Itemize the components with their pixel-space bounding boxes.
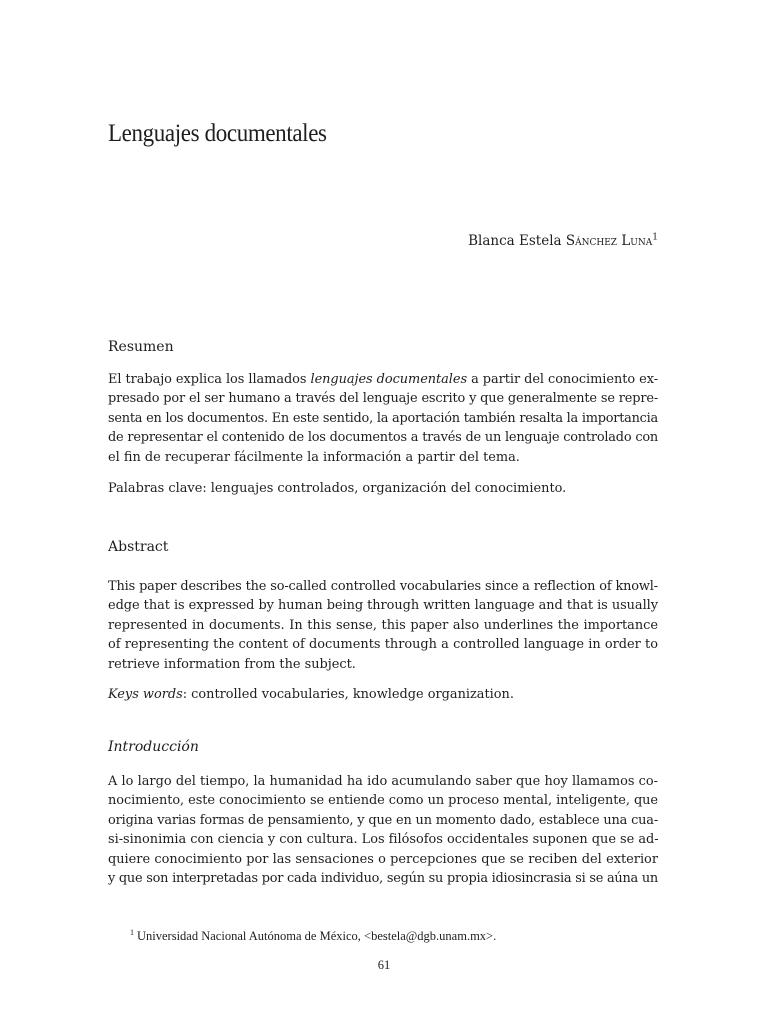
introduccion-paragraph	[108, 772, 658, 888]
intro-line-2: nocimiento, este conocimiento se entiende como un proceso mental, inteligente, que	[108, 793, 658, 809]
keys-words-label: Keys words	[108, 687, 183, 702]
author-surname: Sánchez Luna	[565, 233, 653, 249]
author-line	[468, 232, 658, 250]
abstract-keywords	[108, 685, 514, 704]
intro-line-1: A lo largo del tiempo, la humanidad ha ido acumulando saber que hoy llamamos co-	[108, 774, 658, 789]
footnote-mark: 1	[130, 927, 134, 937]
resumen-keywords	[108, 479, 566, 498]
resumen-line-3: senta en los documentos. En este sentido, la aportación también resalta la importancia	[108, 410, 658, 426]
author-footnote-mark: 1	[652, 232, 658, 243]
article-title: Lenguajes documentales	[108, 120, 327, 147]
resumen-line-5: el fin de recuperar fácilmente la información a partir del tema.	[108, 449, 520, 465]
abstract-line-2: edge that is expressed by human being through written language and that is usually	[108, 598, 658, 614]
resumen-line-4: de representar el contenido de los documentos a través de un lenguaje controlado con	[108, 430, 658, 446]
emphasis-lenguajes-documentales: lenguajes documentales	[310, 372, 468, 387]
abstract-heading: Abstract	[108, 539, 169, 555]
keys-words-text: : controlled vocabularies, knowledge organization.	[182, 687, 514, 702]
intro-line-6: y que son interpretadas por cada individuo, según su propia idiosincrasia si se aúna un	[108, 871, 658, 887]
resumen-heading: Resumen	[108, 339, 174, 355]
introduccion-heading: Introducción	[108, 739, 199, 755]
keywords-label: Palabras clave:	[108, 481, 207, 496]
author-given-name: Blanca Estela	[468, 233, 562, 249]
footnote	[130, 928, 496, 944]
intro-line-4: si-sinonimia con ciencia y con cultura. Los filósofos occidentales suponen que se ad-	[108, 832, 659, 848]
resumen-line-2: presado por el ser humano a través del lenguaje escrito y que generalmente se repre-	[108, 391, 659, 407]
abstract-line-3: represented in documents. In this sense, this paper also underlines the importance	[108, 617, 658, 633]
page-number: 61	[377, 958, 391, 972]
keywords-text: lenguajes controlados, organización del conocimiento.	[206, 481, 567, 496]
resumen-paragraph	[108, 370, 658, 467]
abstract-line-1: This paper describes the so-called controlled vocabularies since a reflection of knowl-	[108, 579, 658, 594]
intro-line-3: origina varias formas de pensamiento, y que en un momento dado, establece una cua-	[108, 812, 659, 828]
abstract-line-5: retrieve information from the subject.	[108, 656, 356, 672]
footnote-text: Universidad Nacional Autónoma de México, <bestela@dgb.unam.mx>.	[137, 929, 497, 943]
resumen-line-1: El trabajo explica los llamados lenguajes documentales a partir del conocimiento ex-	[108, 372, 658, 387]
abstract-line-4: of representing the content of documents through a controlled language in order to	[108, 637, 658, 653]
abstract-paragraph	[108, 577, 658, 674]
intro-line-5: quiere conocimiento por las sensaciones o percepciones que se reciben del exterior	[108, 851, 658, 867]
